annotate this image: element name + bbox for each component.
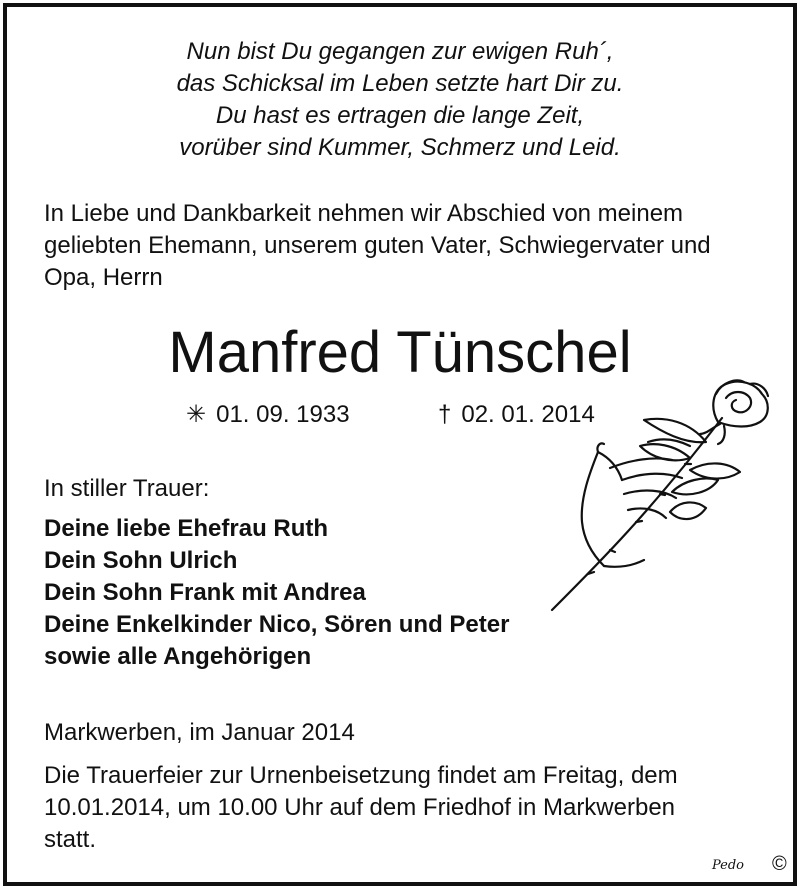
intro-line: geliebten Ehemann, unserem guten Vater, Schwiegervater und bbox=[44, 232, 711, 259]
intro-line: In Liebe und Dankbarkeit nehmen wir Abschied von meinem bbox=[44, 200, 684, 227]
intro-line: Opa, Herrn bbox=[44, 264, 163, 291]
birth-star-icon: ✳ bbox=[186, 401, 207, 428]
service-line: 10.01.2014, um 10.00 Uhr auf dem Friedhof in Markwerben bbox=[44, 794, 676, 821]
service-info bbox=[44, 760, 764, 856]
mourner-line: Dein Sohn Ulrich bbox=[44, 547, 238, 574]
birth-date-line bbox=[186, 400, 350, 430]
poem-line: vorüber sind Kummer, Schmerz und Leid. bbox=[179, 134, 621, 161]
mourner-line: sowie alle Angehörigen bbox=[44, 643, 312, 670]
place-date: Markwerben, im Januar 2014 bbox=[44, 719, 355, 746]
mourner-line: Deine Enkelkinder Nico, Sören und Peter bbox=[44, 611, 510, 638]
service-line: statt. bbox=[44, 826, 97, 853]
birth-date: 01. 09. 1933 bbox=[216, 401, 350, 428]
copyright-icon: © bbox=[772, 853, 787, 875]
poem-line: Du hast es ertragen die lange Zeit, bbox=[215, 102, 585, 129]
poem-line: das Schicksal im Leben setzte hart Dir zu. bbox=[176, 70, 624, 97]
death-date: 02. 01. 2014 bbox=[461, 401, 595, 428]
intro-text bbox=[44, 198, 764, 294]
mourners-list bbox=[44, 513, 509, 673]
mourning-heading: In stiller Trauer: bbox=[44, 475, 210, 502]
deceased-name: Manfred Tünschel bbox=[168, 320, 632, 385]
poem-line: Nun bist Du gegangen zur ewigen Ruh´, bbox=[186, 38, 614, 65]
death-cross-icon: † bbox=[438, 401, 452, 428]
poem bbox=[0, 36, 800, 164]
service-line: Die Trauerfeier zur Urnenbeisetzung findet am Freitag, dem bbox=[44, 762, 678, 789]
rose-icon bbox=[540, 372, 790, 622]
designer-signature: Pedo bbox=[712, 858, 745, 873]
mourner-line: Deine liebe Ehefrau Ruth bbox=[44, 515, 329, 542]
mourner-line: Dein Sohn Frank mit Andrea bbox=[44, 579, 366, 606]
